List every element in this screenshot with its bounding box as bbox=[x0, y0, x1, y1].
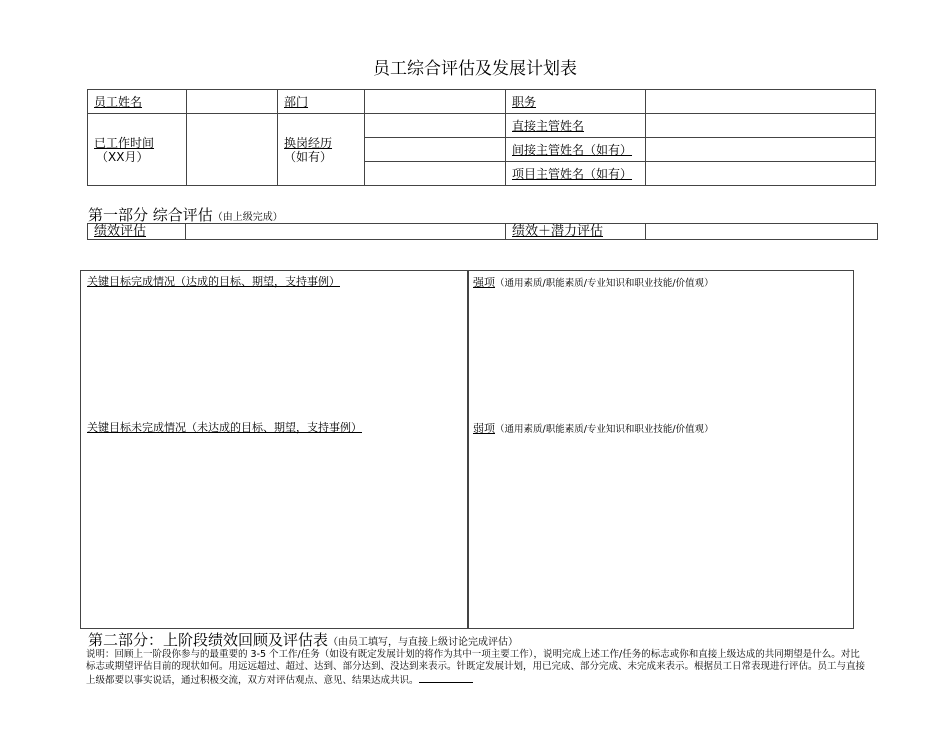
part2-heading-note: （由员工填写，与直接上级讨论完成评估） bbox=[328, 637, 519, 648]
dept-value-cell[interactable] bbox=[365, 90, 506, 114]
employee-info-table bbox=[87, 89, 876, 186]
page-title: 员工综合评估及发展计划表 bbox=[373, 59, 577, 79]
rotation-note: （如有） bbox=[284, 149, 333, 164]
position-value-cell[interactable] bbox=[646, 90, 876, 114]
weaknesses-note: （通用素质/职能素质/专业知识和职业技能/价值观） bbox=[495, 424, 714, 435]
perf-potential-label: 绩效＋潜力评估 bbox=[512, 224, 604, 239]
achieved-goals-label: 关键目标完成情况（达成的目标、期望，支持事例） bbox=[87, 275, 340, 288]
tenure-label: 已工作时间 bbox=[94, 135, 155, 150]
name-value-cell[interactable] bbox=[187, 90, 278, 114]
strengths-weaknesses-box[interactable] bbox=[468, 270, 854, 629]
tenure-value-cell[interactable] bbox=[187, 114, 278, 186]
project-sup-label: 项目主管姓名（如有） bbox=[512, 167, 633, 181]
position-label: 职务 bbox=[512, 95, 537, 109]
perf-value-cell[interactable] bbox=[186, 224, 506, 240]
part2-heading-text: 第二部分：上阶段绩效回顾及评估表 bbox=[88, 631, 329, 649]
strengths-heading bbox=[473, 274, 714, 290]
indirect-sup-label: 间接主管姓名（如有） bbox=[512, 143, 633, 157]
signature-blank-line[interactable] bbox=[419, 673, 473, 683]
rotation-label: 换岗经历 bbox=[284, 135, 333, 150]
part1-heading-text: 第一部分 综合评估 bbox=[88, 206, 213, 224]
indirect-sup-spacer-cell bbox=[365, 138, 506, 162]
indirect-sup-value-cell[interactable] bbox=[646, 138, 876, 162]
direct-sup-label: 直接主管姓名 bbox=[512, 119, 585, 133]
project-sup-value-cell[interactable] bbox=[646, 162, 876, 186]
weaknesses-heading bbox=[473, 420, 714, 436]
weaknesses-label: 弱项 bbox=[473, 422, 495, 435]
unachieved-goals-label: 关键目标未完成情况（未达成的目标、期望，支持事例） bbox=[87, 421, 362, 434]
part1-heading bbox=[88, 204, 283, 225]
part2-explanation bbox=[86, 649, 866, 687]
direct-sup-value-cell[interactable] bbox=[646, 114, 876, 138]
performance-table bbox=[87, 223, 878, 240]
strengths-label: 强项 bbox=[473, 276, 495, 289]
direct-sup-spacer-cell bbox=[365, 114, 506, 138]
tenure-unit: （XX月） bbox=[96, 149, 149, 164]
dept-label: 部门 bbox=[284, 95, 309, 109]
perf-potential-value-cell[interactable] bbox=[646, 224, 878, 240]
project-sup-spacer-cell bbox=[365, 162, 506, 186]
part2-explanation-text: 说明：回顾上一阶段你参与的最重要的 3-5 个工作/任务（如设有既定发展计划的将作为其中一项主要工作），说明完成上述工作/任务的标志或你和直接上级达成的共同期望是什么。对比标志或期望评估目前的现状如何。用远远超过、超过、达到、部分达到、没达到来表示。针既定发展计划，用已完成、部分完成、未完成来表示。根据员工日常表现进行评估。员工与直接上级都要以事实说话，通过积极交流，双方对评估观点、意见、结果达成共识。 bbox=[86, 649, 866, 686]
strengths-note: （通用素质/职能素质/专业知识和职业技能/价值观） bbox=[495, 278, 714, 289]
part2-heading bbox=[88, 629, 518, 650]
goals-box[interactable] bbox=[80, 270, 468, 629]
perf-label: 绩效评估 bbox=[94, 224, 147, 239]
name-label: 员工姓名 bbox=[94, 95, 143, 109]
part1-heading-note: （由上级完成） bbox=[212, 212, 283, 223]
